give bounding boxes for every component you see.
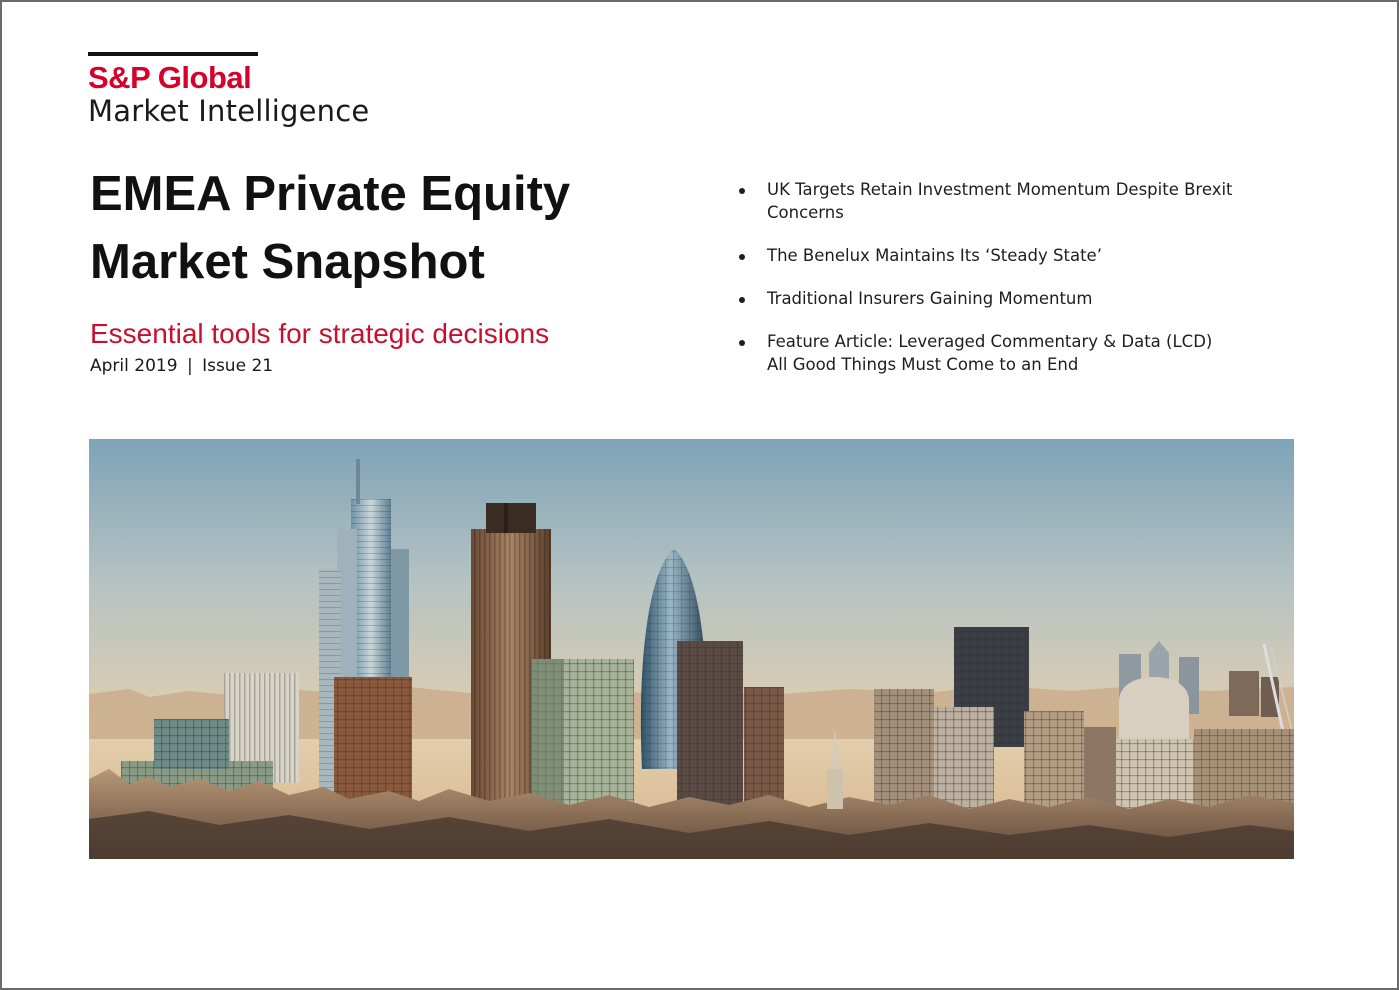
skyline-illustration xyxy=(89,439,1294,859)
report-title xyxy=(90,160,690,296)
logo-bar xyxy=(88,52,258,56)
london-skyline-photo xyxy=(89,439,1294,859)
highlight-item xyxy=(736,330,1256,376)
sp-global-logo xyxy=(88,52,369,128)
highlight-text: Concerns xyxy=(767,203,844,222)
report-title-line-2: Market Snapshot xyxy=(90,235,485,289)
highlight-text: The Benelux Maintains Its ‘Steady State’ xyxy=(767,246,1102,265)
logo-brand: S&P Global xyxy=(88,60,252,95)
issue-number: Issue 21 xyxy=(202,356,274,376)
highlight-text: Feature Article: Leveraged Commentary & Data (LCD) xyxy=(767,332,1213,351)
highlight-text: Traditional Insurers Gaining Momentum xyxy=(767,289,1093,308)
highlight-text: All Good Things Must Come to an End xyxy=(767,355,1079,374)
highlight-item xyxy=(736,287,1256,310)
issue-date: April 2019 xyxy=(90,356,178,376)
highlight-item xyxy=(736,244,1256,267)
highlights-list xyxy=(736,178,1256,396)
highlight-text: UK Targets Retain Investment Momentum Despite Brexit xyxy=(767,180,1233,199)
report-subtitle: Essential tools for strategic decisions xyxy=(90,318,550,349)
logo-subtitle: Market Intelligence xyxy=(88,94,370,128)
issue-info xyxy=(90,356,273,376)
issue-separator: | xyxy=(186,356,193,376)
highlight-item xyxy=(736,178,1256,224)
report-title-line-1: EMEA Private Equity xyxy=(90,167,571,221)
